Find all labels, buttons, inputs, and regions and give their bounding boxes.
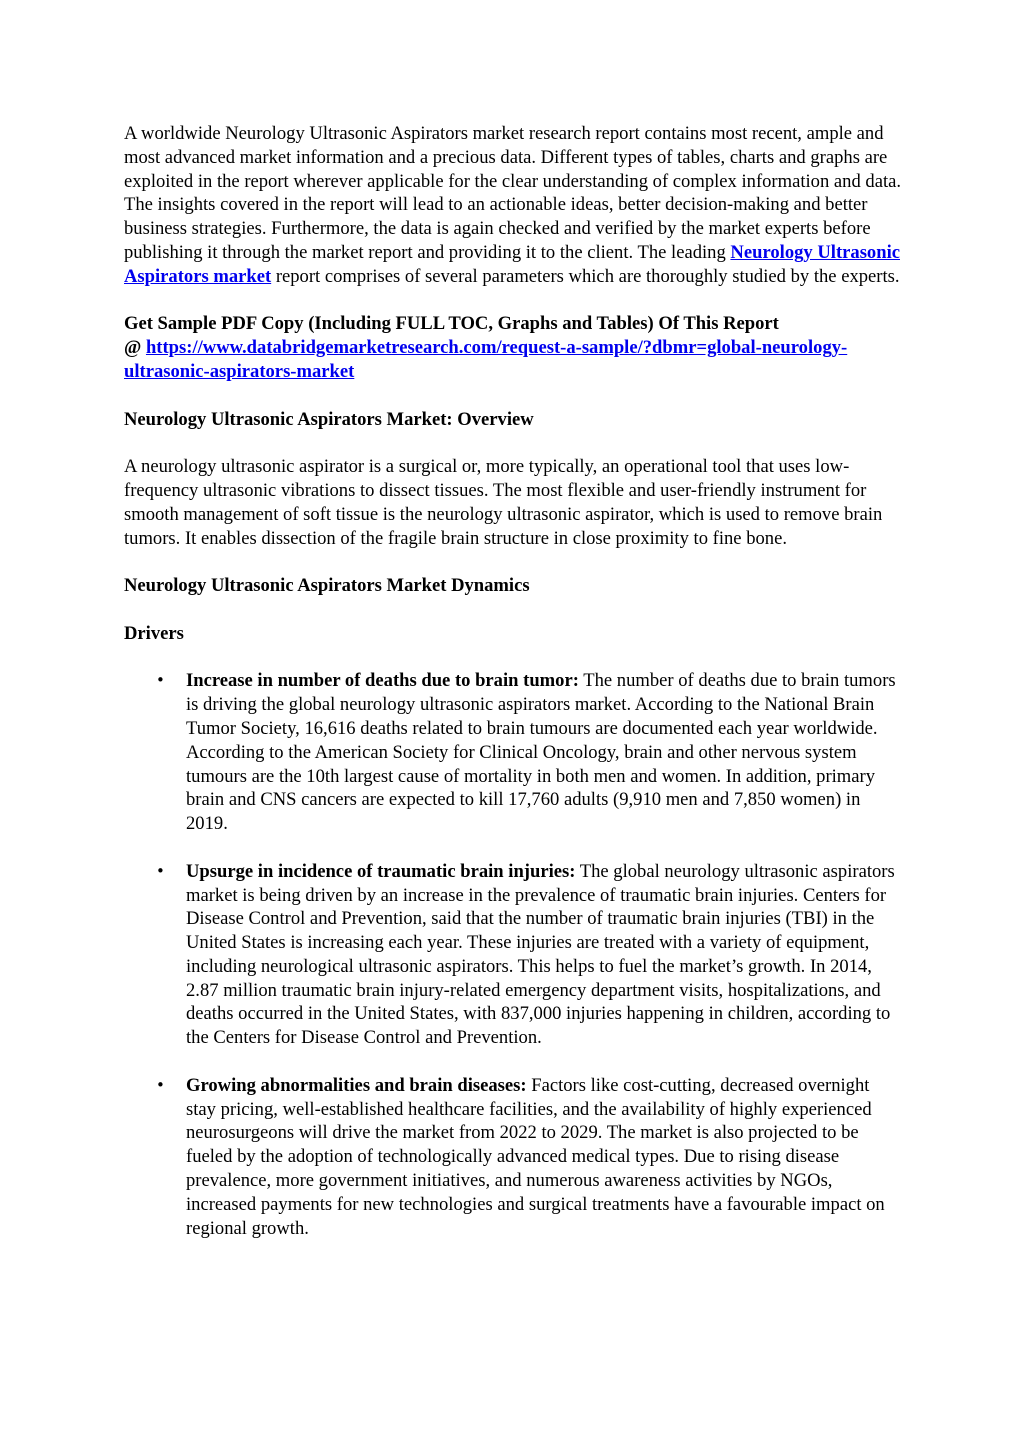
overview-heading: Neurology Ultrasonic Aspirators Market: Overview <box>124 408 534 430</box>
list-item <box>124 669 904 836</box>
bullet-icon: • <box>156 1075 165 1094</box>
list-item <box>124 860 904 1050</box>
intro-text-before-link: A worldwide Neurology Ultrasonic Aspirators market research report contains most recent, ample and most advanced market information and a precious data. Different types of tables, charts and graphs are exploited in the report wherever applicable for the clear understanding of complex information and data. The insights covered in the report will lead to an actionable ideas, better decision-making and better business strategies. Furthermore, the data is again checked and verified by the market experts before publishing it through the market report and providing it to the client. The leading <box>124 123 902 263</box>
drivers-list <box>124 669 904 1240</box>
driver-title: Upsurge in incidence of traumatic brain injuries: <box>186 860 576 882</box>
sample-heading: Get Sample PDF Copy (Including FULL TOC, Graphs and Tables) Of This Report <box>124 313 779 335</box>
sample-url-line <box>124 336 904 384</box>
driver-text: The global neurology ultrasonic aspirators market is being driven by an increase in the prevalence of traumatic brain injuries. Centers for Disease Control and Prevention, said that the number of traumatic brain injuries (TBI) in the United States is increasing each year. These injuries are treated with a variety of equipment, including neurological ultrasonic aspirators. This helps to fuel the market’s growth. In 2014, 2.87 million traumatic brain injury-related emergency department visits, hospitalizations, and deaths occurred in the United States, with 837,000 injuries happening in children, according to the Centers for Disease Control and Prevention. <box>186 860 895 1049</box>
document-page <box>124 122 904 1264</box>
market-report-link[interactable]: Neurology Ultrasonic Aspirators market <box>124 241 900 287</box>
overview-paragraph: A neurology ultrasonic aspirator is a surgical or, more typically, an operational tool that uses low-frequency ultrasonic vibrations to dissect tissues. The most flexible and user-friendly instrument for smooth management of soft tissue is the neurology ultrasonic aspirator, which is used to remove brain tumors. It enables dissection of the fragile brain structure in close proximity to fine bone. <box>124 456 883 549</box>
intro-paragraph <box>124 122 904 289</box>
sample-request-link[interactable]: https://www.databridgemarketresearch.com/request-a-sample/?dbmr=global-neurology-ultrasonic-aspirators-market <box>124 337 848 382</box>
driver-text: The number of deaths due to brain tumors is driving the global neurology ultrasonic aspirators market. According to the National Brain Tumor Society, 16,616 deaths related to brain tumours are documented each year worldwide. According to the American Society for Clinical Oncology, brain and other nervous system tumours are the 10th largest cause of mortality in both men and women. In addition, primary brain and CNS cancers are expected to kill 17,760 adults (9,910 men and 7,850 women) in 2019. <box>186 670 896 835</box>
drivers-heading: Drivers <box>124 622 184 644</box>
intro-text-after-link: report comprises of several parameters which are thoroughly studied by the experts. <box>271 265 900 287</box>
bullet-icon: • <box>156 861 165 880</box>
dynamics-heading: Neurology Ultrasonic Aspirators Market Dynamics <box>124 575 530 597</box>
sample-at-sign: @ <box>124 337 146 359</box>
driver-title: Growing abnormalities and brain diseases: <box>186 1074 527 1096</box>
list-item <box>124 1074 904 1241</box>
sample-request-block <box>124 312 904 383</box>
driver-text: Factors like cost-cutting, decreased overnight stay pricing, well-established healthcare facilities, and the availability of highly experienced neurosurgeons will drive the market from 2022 to 2029. The market is also projected to be fueled by the adoption of technologically advanced medical types. Due to rising disease prevalence, more government initiatives, and numerous awareness activities by NGOs, increased payments for new technologies and surgical treatments have a favourable impact on regional growth. <box>186 1074 885 1239</box>
bullet-icon: • <box>156 671 165 690</box>
driver-title: Increase in number of deaths due to brain tumor: <box>186 670 579 692</box>
